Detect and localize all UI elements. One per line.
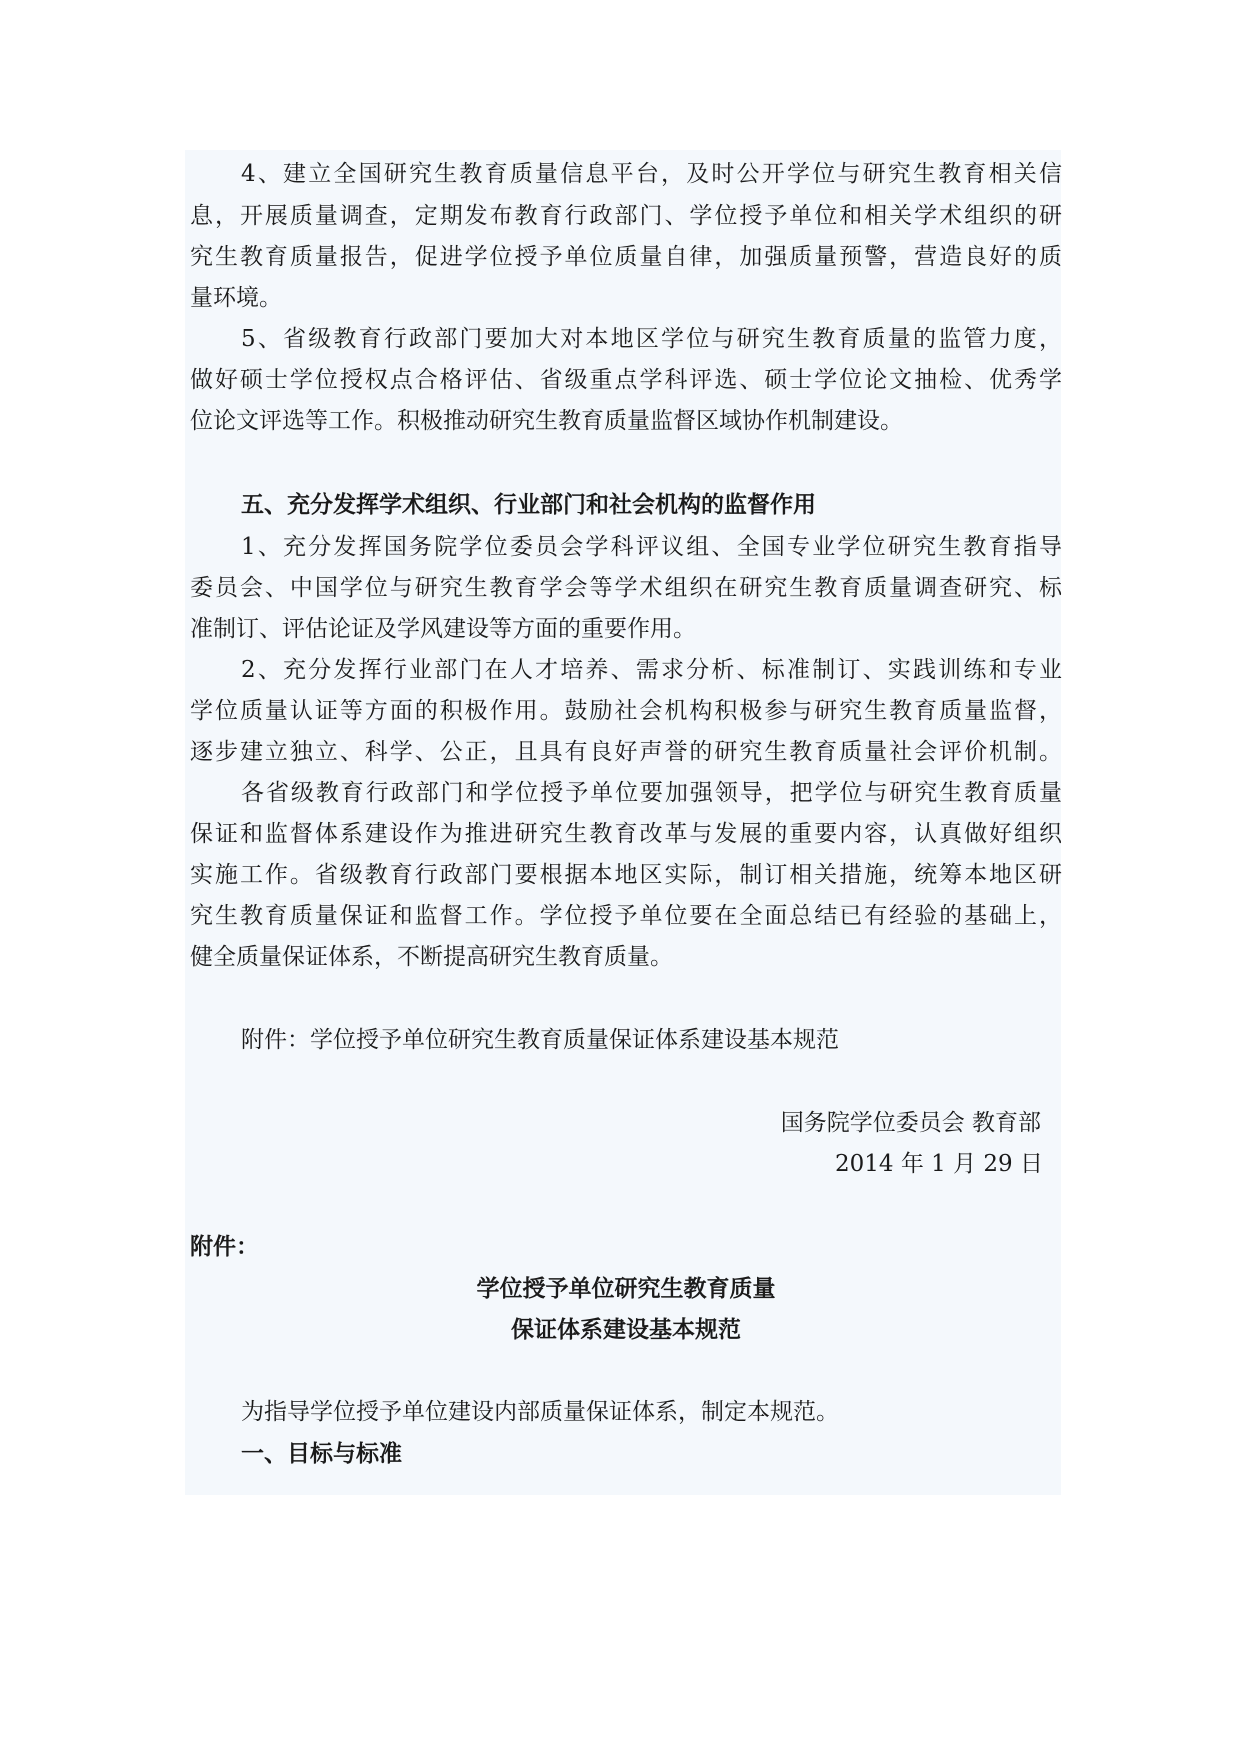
appendix-title-line-1: 学位授予单位研究生教育质量 (476, 1276, 776, 1302)
section5-heading: 五、充分发挥学术组织、行业部门和社会机构的监督作用 (241, 492, 816, 518)
para4-line-2: 息，开展质量调查，定期发布教育行政部门、学位授予单位和相关学术组织的研 (190, 203, 1062, 229)
para4-line-3: 究生教育质量报告，促进学位授予单位质量自律，加强质量预警，营造良好的质 (190, 244, 1062, 270)
para4-line-1: 4、建立全国研究生教育质量信息平台，及时公开学位与研究生教育相关信 (241, 161, 1062, 187)
s5-para2-line-2: 学位质量认证等方面的积极作用。鼓励社会机构积极参与研究生教育质量监督， (190, 698, 1062, 724)
appendix-label: 附件： (190, 1234, 259, 1260)
appendix-title-line-2: 保证体系建设基本规范 (511, 1317, 741, 1343)
closing-line-2: 保证和监督体系建设作为推进研究生教育改革与发展的重要内容，认真做好组织 (190, 821, 1062, 847)
para5-line-2: 做好硕士学位授权点合格评估、省级重点学科评选、硕士学位论文抽检、优秀学 (190, 367, 1062, 393)
s5-para2-line-1: 2、充分发挥行业部门在人才培养、需求分析、标准制订、实践训练和专业 (241, 657, 1062, 683)
para4-line-4: 量环境。 (190, 285, 282, 311)
appendix-intro: 为指导学位授予单位建设内部质量保证体系，制定本规范。 (241, 1399, 839, 1425)
para5-line-3: 位论文评选等工作。积极推动研究生教育质量监督区域协作机制建设。 (190, 408, 903, 434)
s5-para2-line-3: 逐步建立独立、科学、公正，且具有良好声誉的研究生教育质量社会评价机制。 (190, 739, 1062, 765)
closing-line-4: 究生教育质量保证和监督工作。学位授予单位要在全面总结已有经验的基础上， (190, 903, 1062, 929)
s5-para1-line-3: 准制订、评估论证及学风建设等方面的重要作用。 (190, 616, 696, 642)
closing-line-3: 实施工作。省级教育行政部门要根据本地区实际，制订相关措施，统筹本地区研 (190, 862, 1062, 888)
para5-line-1: 5、省级教育行政部门要加大对本地区学位与研究生教育质量的监管力度， (241, 326, 1062, 352)
closing-line-1: 各省级教育行政部门和学位授予单位要加强领导，把学位与研究生教育质量 (241, 780, 1062, 806)
closing-line-5: 健全质量保证体系，不断提高研究生教育质量。 (190, 944, 673, 970)
attachment-note: 附件：学位授予单位研究生教育质量保证体系建设基本规范 (241, 1027, 839, 1053)
s5-para1-line-2: 委员会、中国学位与研究生教育学会等学术组织在研究生教育质量调查研究、标 (190, 575, 1062, 601)
signature-org: 国务院学位委员会 教育部 (780, 1110, 1041, 1136)
appendix-section1-heading: 一、目标与标准 (241, 1441, 402, 1467)
signature-date: 2014 年 1 月 29 日 (835, 1151, 1043, 1177)
s5-para1-line-1: 1、充分发挥国务院学位委员会学科评议组、全国专业学位研究生教育指导 (241, 534, 1062, 560)
